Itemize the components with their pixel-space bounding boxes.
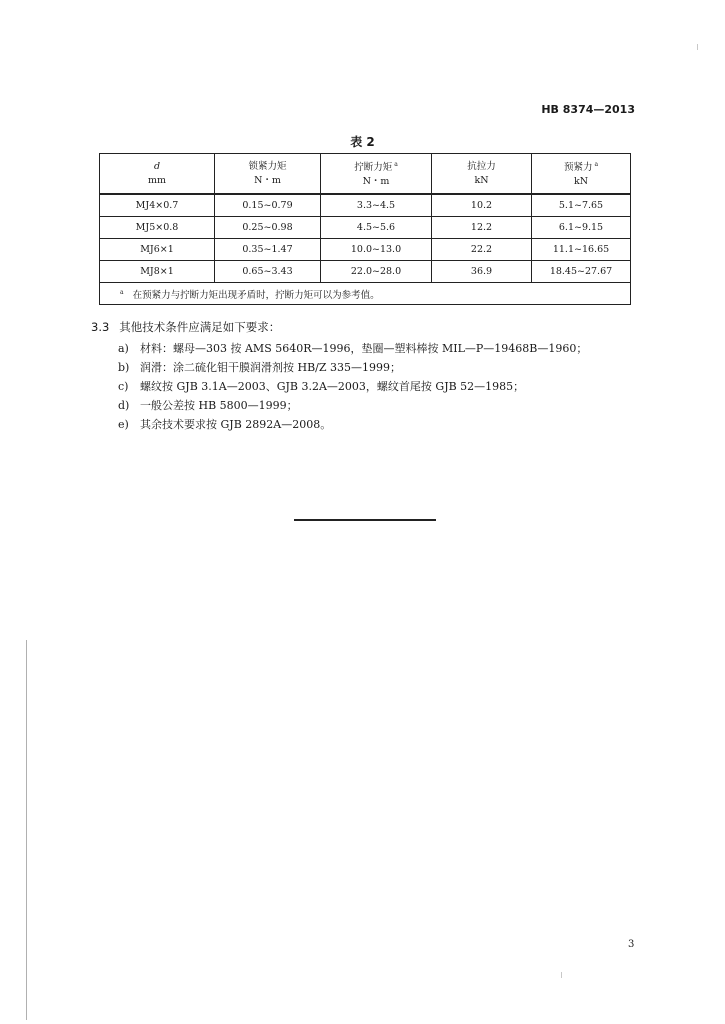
table-cell: 0.15~0.79 [215,194,321,217]
list-marker: d) [118,399,130,412]
table-cell: 4.5~5.6 [321,217,432,239]
table-cell: 18.45~27.67 [532,261,631,283]
list-item-text: 润滑：涂二硫化钼干膜润滑剂按 HB/Z 335—1999； [140,361,402,374]
scan-speck [697,44,698,50]
list-item-text: 螺纹按 GJB 3.1A—2003、GJB 3.2A—2003，螺纹首尾按 GJB 52—1985； [140,380,525,393]
list-item-text: 其余技术要求按 GJB 2892A—2008。 [140,418,332,431]
document-code: HB 8374—2013 [541,103,635,116]
list-item [118,377,587,396]
list-item [118,339,587,358]
list-marker: e) [118,418,129,431]
table-cell: 0.35~1.47 [215,239,321,261]
table-cell: 22.2 [432,239,532,261]
table-cell: 0.65~3.43 [215,261,321,283]
table-cell: 36.9 [432,261,532,283]
list-item [118,358,587,377]
table-cell: 10.2 [432,194,532,217]
page-number: 3 [628,939,635,950]
list-item [118,415,587,434]
column-header-d: d mm [100,154,215,195]
column-header-preload: 预紧力 $^a$ kN [532,154,631,195]
table-cell: 6.1~9.15 [532,217,631,239]
table-cell: MJ8×1 [100,261,215,283]
list-item [118,396,587,415]
scan-edge-line [26,640,27,1020]
section-number: 3.3 [91,320,110,334]
scan-speck [561,972,562,978]
table-row [100,261,631,283]
section-heading [91,319,280,335]
footnote-mark: a [120,288,124,296]
table-cell: 5.1~7.65 [532,194,631,217]
list-item-text: 材料：螺母—303 按 AMS 5640R—1996，垫圈—塑料棒按 MIL—P—19468B—1960； [140,342,588,355]
table-header-row [100,154,631,195]
requirements-list [118,339,587,434]
table-cell: 10.0~13.0 [321,239,432,261]
table-cell: MJ5×0.8 [100,217,215,239]
table-footnote [100,283,631,305]
table-cell: 11.1~16.65 [532,239,631,261]
column-header-locking-torque: 锁紧力矩 N・m [215,154,321,195]
section-title: 其他技术条件应满足如下要求： [119,320,281,334]
table-cell: 12.2 [432,217,532,239]
spec-table [99,153,631,305]
list-marker: c) [118,380,129,393]
table-row [100,239,631,261]
list-marker: a) [118,342,129,355]
table-cell: MJ6×1 [100,239,215,261]
table-row [100,217,631,239]
table-title: 表 2 [350,135,375,149]
table-cell: 0.25~0.98 [215,217,321,239]
list-item-text: 一般公差按 HB 5800—1999； [140,399,298,412]
table-cell: 3.3~4.5 [321,194,432,217]
end-of-standard-line [294,519,436,521]
table-row [100,194,631,217]
table-footnote-row [100,283,631,305]
list-marker: b) [118,361,130,374]
column-header-breakaway-torque: 拧断力矩 $^a$ N・m [321,154,432,195]
table-cell: 22.0~28.0 [321,261,432,283]
footnote-text: 在预紧力与拧断力矩出现矛盾时，拧断力矩可以为参考值。 [132,289,380,301]
column-header-tensile-strength: 抗拉力 kN [432,154,532,195]
table-cell: MJ4×0.7 [100,194,215,217]
